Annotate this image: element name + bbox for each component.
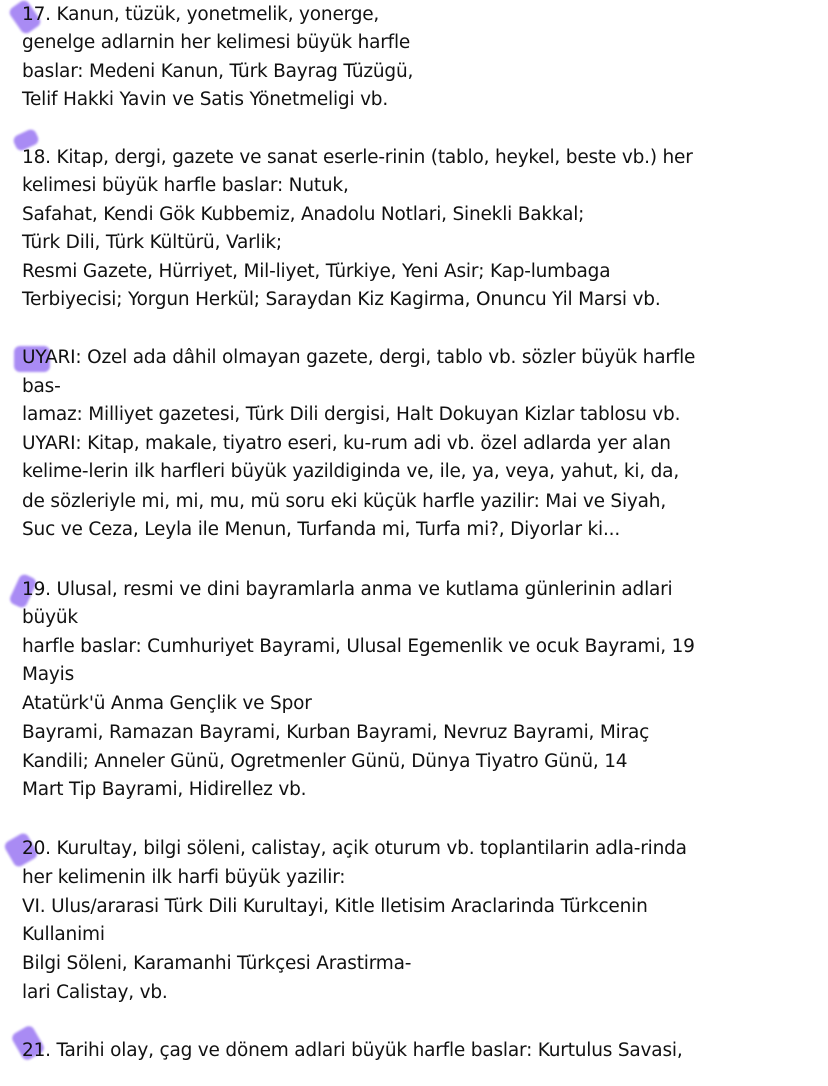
text-line: Suc ve Ceza, Leyla ile Menun, Turfanda mi, Turfa mi?, Diyorlar ki... [22, 519, 621, 540]
text-line: VI. Ulus/ararasi Türk Dili Kurultayi, Kitle lletisim Araclarinda Türkcenin [22, 896, 648, 917]
text-line: bas- [22, 376, 61, 397]
text-line: 21. Tarihi olay, çag ve dönem adlari büyük harfle baslar: Kurtulus Savasi, [22, 1040, 683, 1061]
text-line: Terbiyecisi; Yorgun Herkül; Saraydan Kiz Kagirma, Onuncu Yil Marsi vb. [22, 289, 661, 310]
text-line: Bayrami, Ramazan Bayrami, Kurban Bayrami, Nevruz Bayrami, Miraç [22, 722, 650, 743]
text-line: büyük [22, 607, 78, 628]
text-line: 17. Kanun, tüzük, yonetmelik, yonerge, [22, 4, 380, 25]
text-line: Atatürk'ü Anma Gençlik ve Spor [22, 693, 312, 714]
text-line: Safahat, Kendi Gök Kubbemiz, Anadolu Notlari, Sinekli Bakkal; [22, 204, 585, 225]
text-line: kelime-lerin ilk harfleri büyük yazildiginda ve, ile, ya, veya, yahut, ki, da, [22, 461, 679, 482]
text-line: kelimesi büyük harfle baslar: Nutuk, [22, 175, 349, 196]
text-line: her kelimenin ilk harfi büyük yazilir: [22, 867, 346, 888]
text-line: 18. Kitap, dergi, gazete ve sanat eserle-rinin (tablo, heykel, beste vb.) her [22, 147, 693, 168]
text-line: Kullanimi [22, 924, 105, 945]
text-line: UYARI: Kitap, makale, tiyatro eseri, ku-rum adi vb. özel adlarda yer alan [22, 433, 671, 454]
text-line: 20. Kurultay, bilgi söleni, calistay, açik oturum vb. toplantilarin adla-rinda [22, 838, 687, 859]
text-line: baslar: Medeni Kanun, Türk Bayrag Tüzügü, [22, 61, 414, 82]
text-line: 19. Ulusal, resmi ve dini bayramlarla anma ve kutlama günlerinin adlari [22, 579, 673, 600]
text-line: harfle baslar: Cumhuriyet Bayrami, Ulusal Egemenlik ve ocuk Bayrami, 19 [22, 636, 695, 657]
text-line: UYARI: Ozel ada dâhil olmayan gazete, dergi, tablo vb. sözler büyük harfle [22, 347, 696, 368]
text-line: genelge adlarnin her kelimesi büyük harfle [22, 32, 411, 53]
text-line: Kandili; Anneler Günü, Ogretmenler Günü, Dünya Tiyatro Günü, 14 [22, 751, 628, 772]
text-line: Telif Hakki Yavin ve Satis Yönetmeligi vb. [22, 89, 389, 110]
text-line: lari Calistay, vb. [22, 982, 168, 1003]
text-line: Türk Dili, Türk Kültürü, Varlik; [22, 232, 282, 253]
text-line: de sözleriyle mi, mi, mu, mü soru eki küçük harfle yazilir: Mai ve Siyah, [22, 491, 667, 512]
text-line: lamaz: Milliyet gazetesi, Türk Dili dergisi, Halt Dokuyan Kizlar tablosu vb. [22, 404, 681, 425]
text-line: Mart Tip Bayrami, Hidirellez vb. [22, 779, 307, 800]
text-line: Bilgi Söleni, Karamanhi Türkçesi Arastirma- [22, 953, 412, 974]
text-line: Resmi Gazete, Hürriyet, Mil-liyet, Türkiye, Yeni Asir; Kap-lumbaga [22, 261, 611, 282]
text-line: Mayis [22, 664, 75, 685]
